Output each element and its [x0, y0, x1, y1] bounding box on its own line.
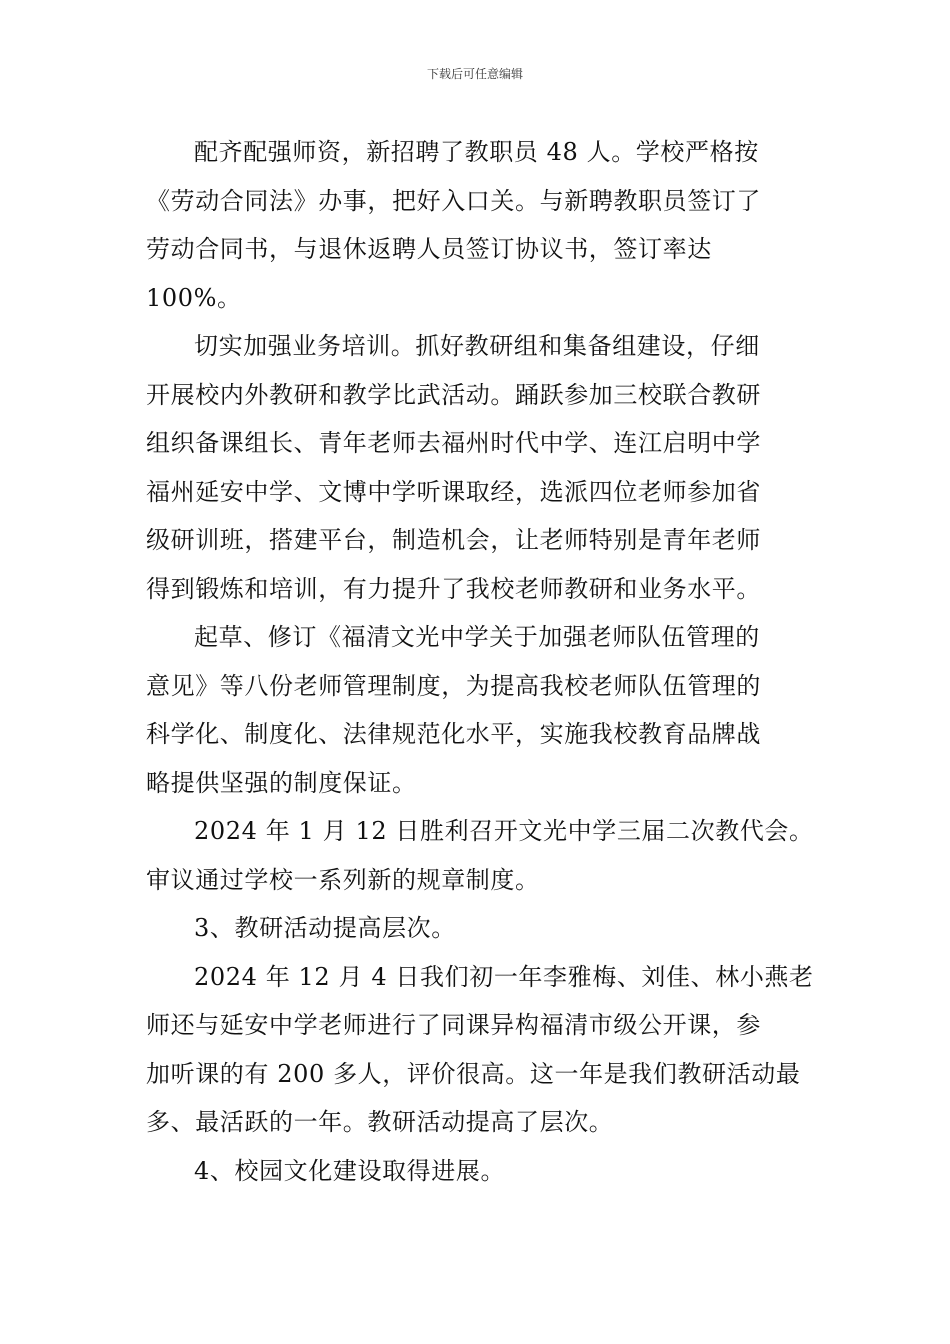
text-line: 开展校内外教研和教学比武活动。踊跃参加三校联合教研 [146, 380, 761, 409]
section-heading-3 [146, 904, 806, 953]
text-line: 师还与延安中学老师进行了同课异构福清市级公开课，参 [146, 1011, 761, 1039]
paragraph-staffing [146, 128, 806, 322]
paragraph-congress [146, 807, 814, 904]
text-line: 切实加强业务培训。抓好教研组和集备组建设，仔细 [194, 332, 760, 360]
text-line: 劳动合同书，与退休返聘人员签订协议书，签订率达 [146, 235, 712, 263]
text-line: 配齐配强师资，新招聘了教职员 48 人。学校严格按 [194, 138, 759, 166]
paragraph-training [146, 322, 806, 613]
text-line: 得到锻炼和培训，有力提升了我校老师教研和业务水平。 [146, 574, 761, 603]
text-line: 级研训班，搭建平台，制造机会，让老师特别是青年老师 [146, 526, 761, 554]
text-line: 3、教研活动提高层次。 [194, 914, 456, 942]
section-heading-4 [146, 1147, 806, 1196]
paragraph-regulations [146, 613, 806, 807]
paragraph-open-class [146, 953, 814, 1147]
text-line: 起草、修订《福清文光中学关于加强老师队伍管理的 [194, 623, 760, 651]
document-body [146, 128, 814, 1195]
text-line: 审议通过学校一系列新的规章制度。 [146, 865, 540, 894]
text-line: 组织备课组长、青年老师去福州时代中学、连江启明中学 [146, 429, 761, 457]
text-line: 多、最活跃的一年。教研活动提高了层次。 [146, 1108, 614, 1136]
text-line: 100%。 [146, 283, 242, 312]
text-line: 科学化、制度化、法律规范化水平，实施我校教育品牌战 [146, 720, 761, 748]
text-line: 2024 年 12 月 4 日我们初一年李雅梅、刘佳、林小燕老 [194, 962, 814, 991]
text-line: 意见》等八份老师管理制度，为提高我校老师队伍管理的 [146, 671, 761, 700]
text-line: 略提供坚强的制度保证。 [146, 768, 417, 797]
text-line: 福州延安中学、文博中学听课取经，选派四位老师参加省 [146, 477, 761, 506]
text-line: 加听课的有 200 多人，评价很高。这一年是我们教研活动最 [146, 1059, 801, 1088]
text-line: 4、校园文化建设取得进展。 [194, 1156, 506, 1185]
text-line: 2024 年 1 月 12 日胜利召开文光中学三届二次教代会。 [194, 817, 814, 845]
text-line: 《劳动合同法》办事，把好入口关。与新聘教职员签订了 [146, 186, 761, 215]
page-header: 下载后可任意编辑 [426, 67, 523, 81]
